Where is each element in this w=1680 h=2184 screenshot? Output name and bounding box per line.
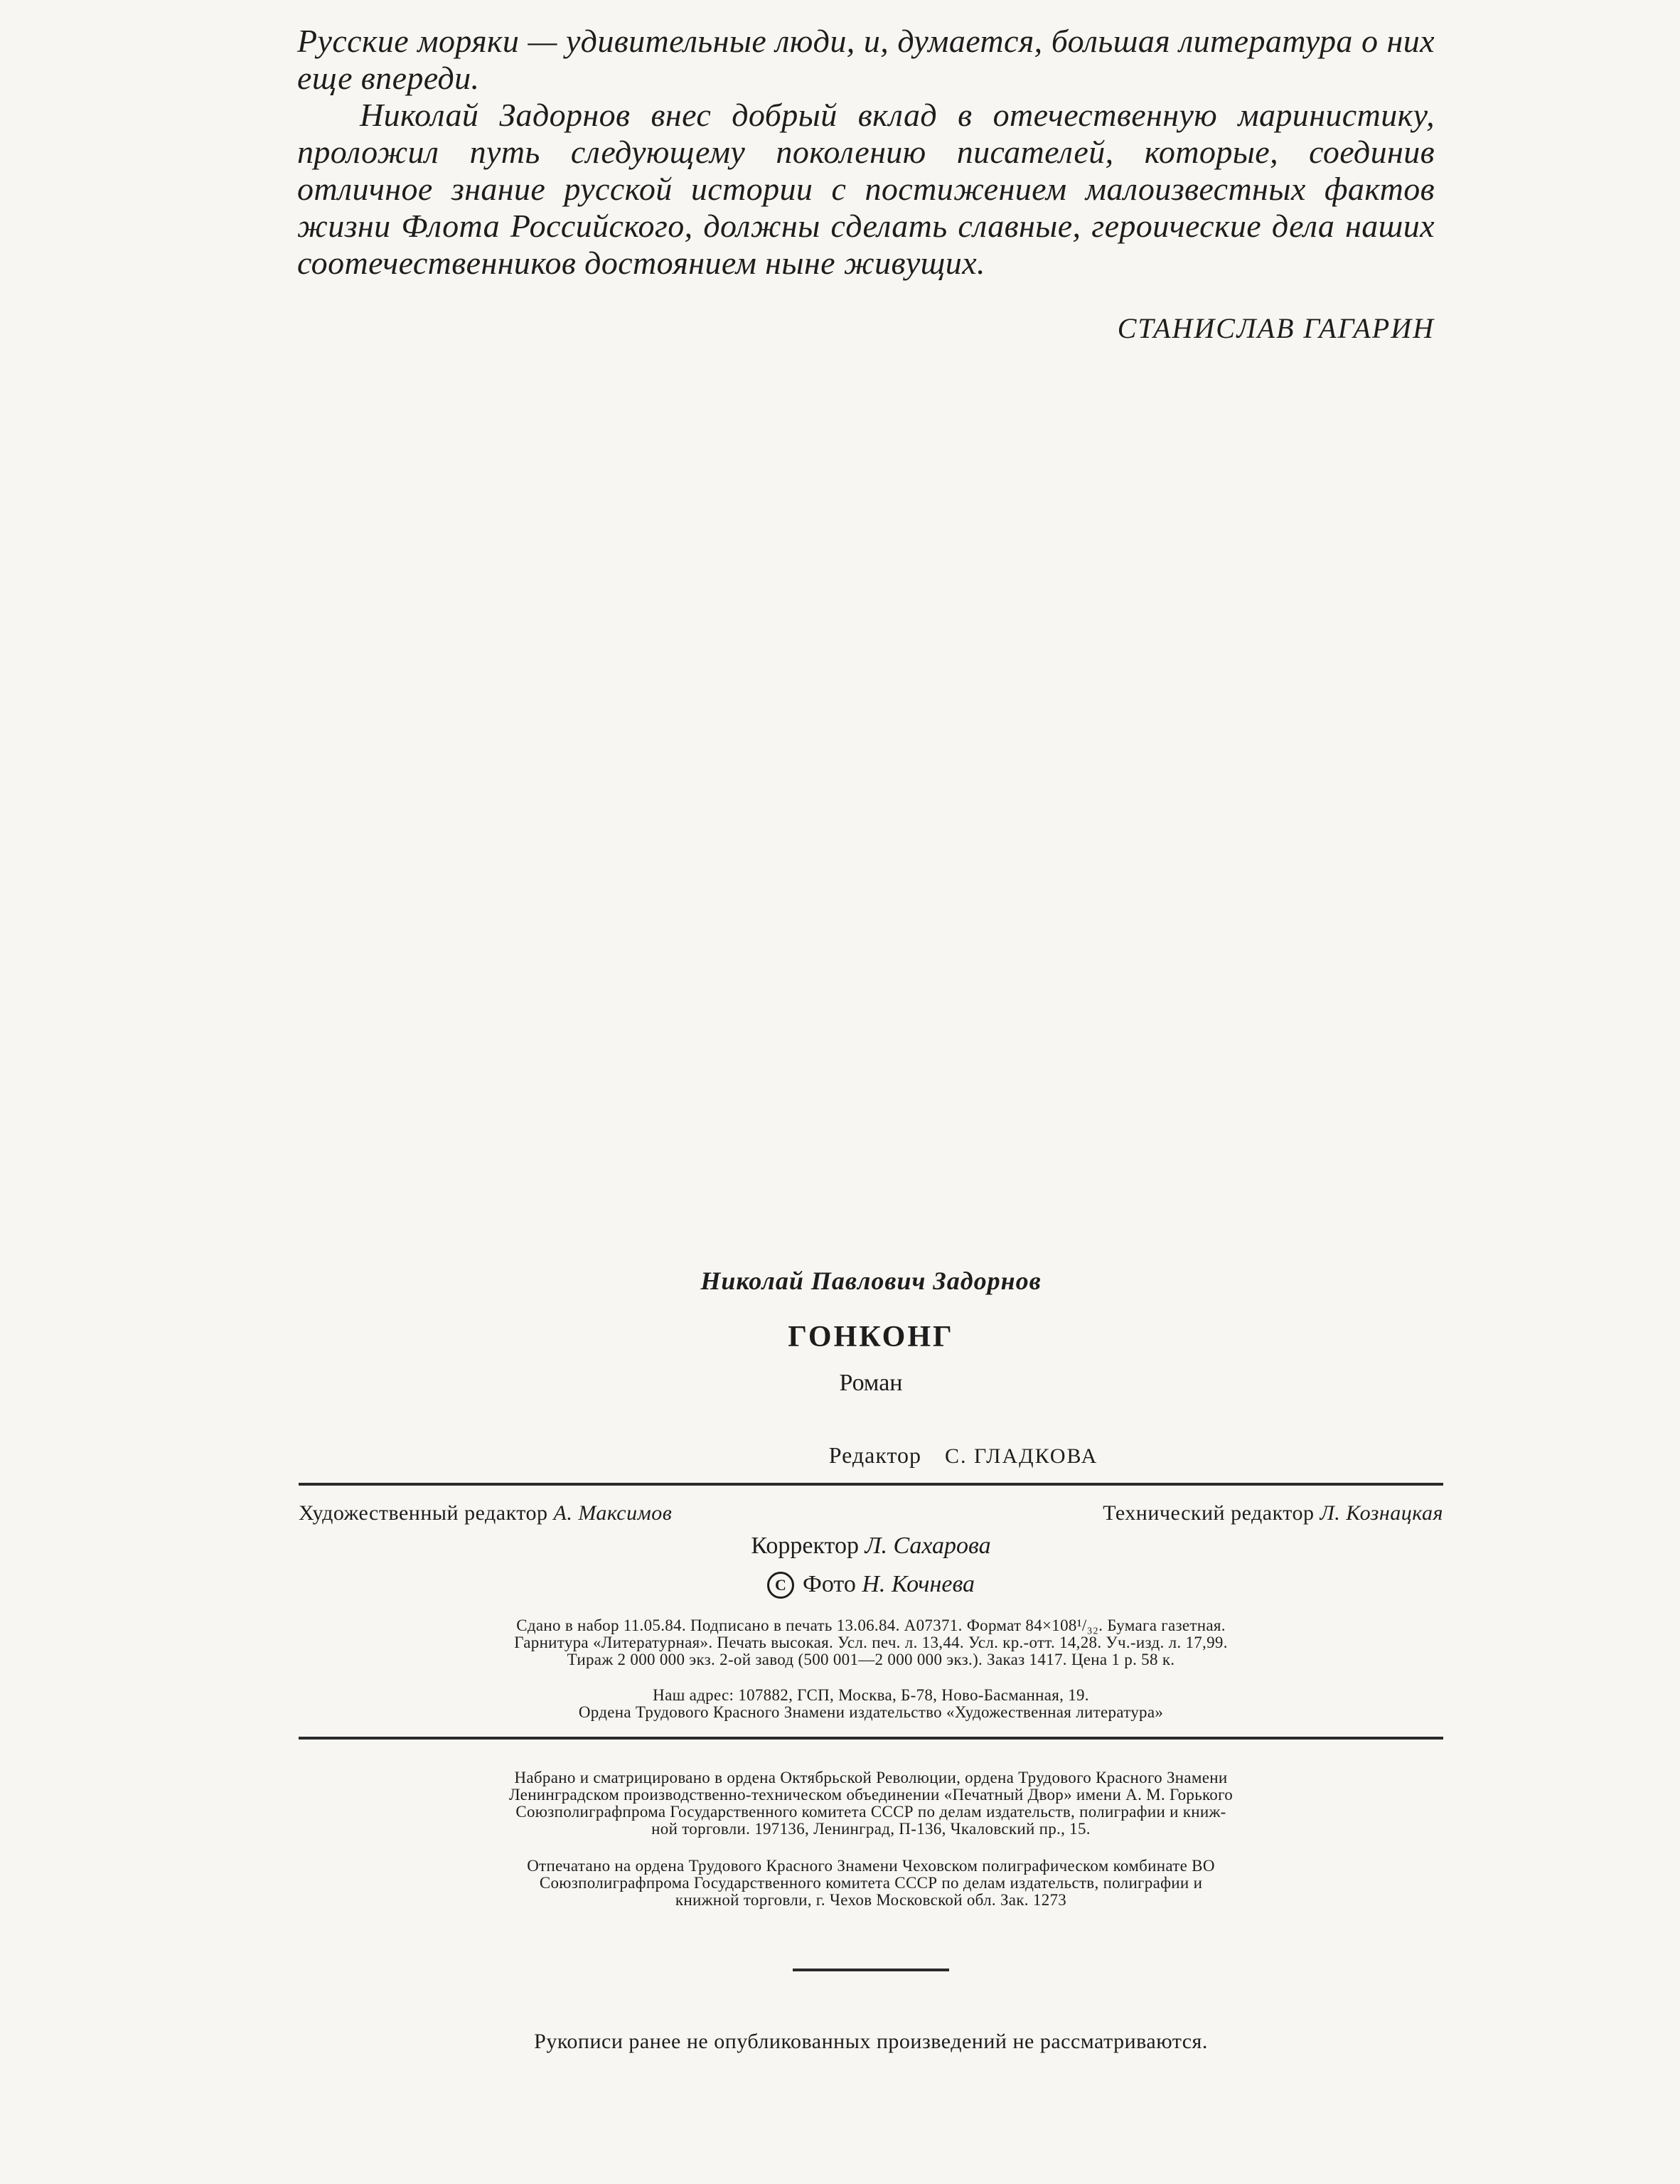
afterword-signature: СТАНИСЛАВ ГАГАРИН bbox=[1117, 312, 1435, 344]
tech-editor bbox=[1103, 1501, 1443, 1525]
editor-label: Редактор bbox=[828, 1442, 922, 1468]
colophon bbox=[299, 1266, 1443, 2054]
printing-line: Отпечатано на ордена Трудового Красного Знамени Чеховском полиграфическом комбинате ВО bbox=[527, 1857, 1215, 1875]
art-editor-name: А. Максимов bbox=[553, 1501, 673, 1525]
short-divider bbox=[793, 1969, 949, 1971]
printing-info bbox=[299, 1858, 1443, 1909]
photo-label: Фото bbox=[803, 1571, 856, 1597]
typesetting-line: Набрано и сматрицировано в ордена Октябрьской Революции, ордена Трудового Красного Знамени bbox=[514, 1769, 1228, 1786]
printing-line: Союзполиграфпрома Государственного комитета СССР по делам издательств, полиграфии и bbox=[539, 1874, 1203, 1892]
corrector-label: Корректор bbox=[751, 1533, 859, 1559]
editor-line bbox=[299, 1442, 1443, 1469]
afterword-paragraph-1: Русские моряки — удивительные люди, и, думается, большая литература о них еще впереди. bbox=[297, 23, 1435, 96]
copyright-icon: C bbox=[767, 1572, 794, 1599]
editor-name: С. ГЛАДКОВА bbox=[945, 1444, 1098, 1468]
divider-top bbox=[299, 1483, 1443, 1486]
publisher-address bbox=[299, 1687, 1443, 1721]
typesetting-line: Ленинградском производственно-техническом объединении «Печатный Двор» имени А. М. Горького bbox=[508, 1786, 1234, 1804]
print-data-line: Сдано в набор 11.05.84. Подписано в печать 13.06.84. А07371. Формат 84×108¹/₃₂. Бумага газетная. bbox=[516, 1616, 1226, 1634]
book-author: Николай Павлович Задорнов bbox=[700, 1267, 1042, 1295]
tech-editor-label: Технический редактор bbox=[1103, 1501, 1315, 1525]
photo-name: Н. Кочнева bbox=[862, 1571, 975, 1597]
typesetting-line: ной торговли. 197136, Ленинград, П-136, Чкаловский пр., 15. bbox=[651, 1820, 1091, 1838]
editors-row bbox=[299, 1501, 1443, 1525]
afterword bbox=[297, 23, 1435, 345]
corrector-name: Л. Сахарова bbox=[865, 1533, 991, 1559]
typesetting-line: Союзполиграфпрома Государственного комитета СССР по делам издательств, полиграфии и книж- bbox=[515, 1803, 1226, 1821]
afterword-paragraph-2: Николай Задорнов внес добрый вклад в отечественную маринистику, проложил путь следующему поколению писателей, которые, соединив отличное знание русской истории с постижением малоизвестных фактов жизни Флота Российского, должны сделать славные, героические дела наших соотечественников достоянием ныне живущих. bbox=[297, 97, 1435, 281]
printing-line: книжной торговли, г. Чехов Московской обл. Зак. 1273 bbox=[675, 1891, 1067, 1909]
divider-bottom bbox=[299, 1737, 1443, 1740]
address-line: Наш адрес: 107882, ГСП, Москва, Б-78, Ново-Басманная, 19. bbox=[653, 1686, 1089, 1704]
print-data-line: Тираж 2 000 000 экз. 2-ой завод (500 001—2 000 000 экз.). Заказ 1417. Цена 1 р. 58 к. bbox=[567, 1651, 1175, 1668]
typesetting-info bbox=[299, 1769, 1443, 1838]
manuscripts-note: Рукописи ранее не опубликованных произведений не рассматриваются. bbox=[534, 2030, 1208, 2053]
art-editor-label: Художественный редактор bbox=[299, 1501, 548, 1525]
print-data-line: Гарнитура «Литературная». Печать высокая. Усл. печ. л. 13,44. Усл. кр.-отт. 14,28. Уч.-изд. л. 17,99. bbox=[514, 1634, 1228, 1651]
corrector-line bbox=[299, 1533, 1443, 1560]
address-line: Ордена Трудового Красного Знамени издательство «Художественная литература» bbox=[578, 1703, 1164, 1721]
book-genre: Роман bbox=[839, 1370, 903, 1396]
book-title: ГОНКОНГ bbox=[788, 1321, 954, 1353]
art-editor bbox=[299, 1501, 672, 1525]
tech-editor-name: Л. Кознацкая bbox=[1320, 1501, 1443, 1525]
print-data bbox=[299, 1617, 1443, 1668]
photo-credit bbox=[299, 1571, 1443, 1599]
